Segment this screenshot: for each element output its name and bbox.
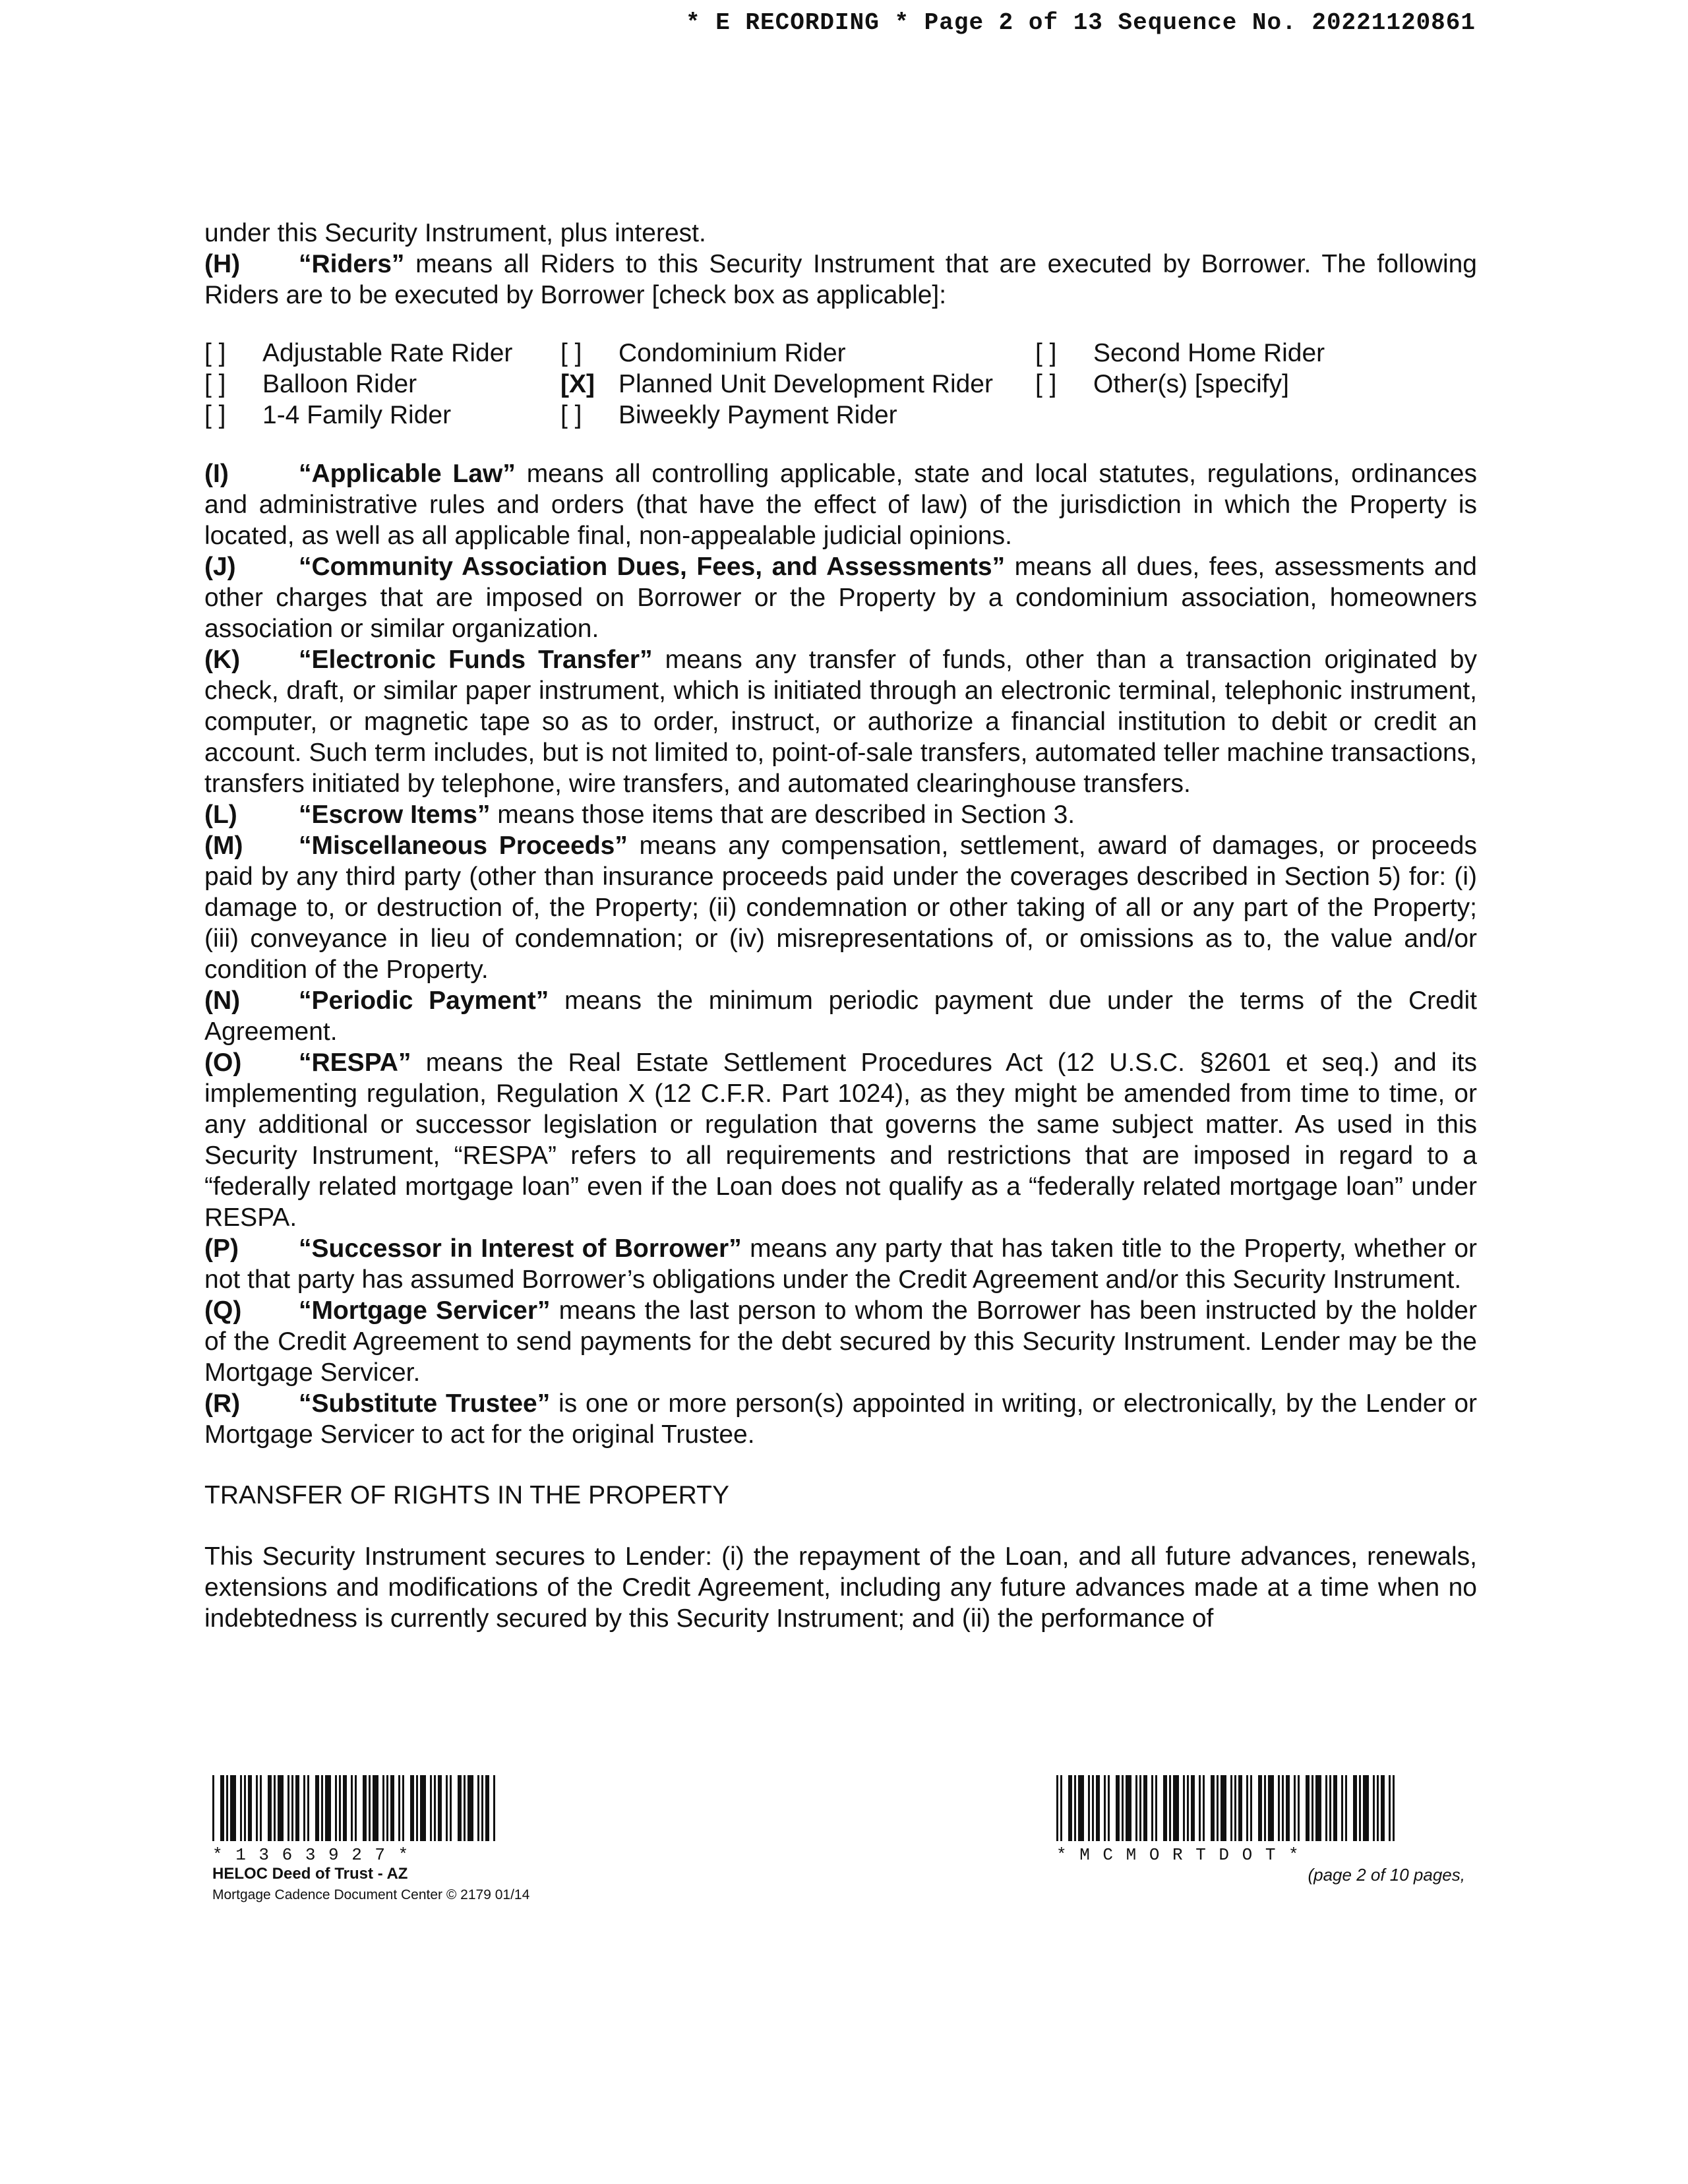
barcode-bar (1264, 1775, 1266, 1841)
barcode-bar (1306, 1775, 1310, 1841)
barcode-bar (335, 1775, 337, 1841)
rider-item (204, 400, 560, 431)
barcode-bar (485, 1775, 489, 1841)
rider-item (560, 369, 1035, 400)
checkbox-mark: [ ] (1035, 339, 1057, 367)
rider-item (204, 369, 560, 400)
rider-item (560, 400, 1035, 431)
barcode-bar (315, 1775, 319, 1841)
definition-text: means the minimum periodic payment due under the terms of the Credit Agreement. (204, 986, 1477, 1046)
barcode-bar (386, 1775, 388, 1841)
definition-item (204, 1388, 1477, 1450)
left-barcode-block (212, 1775, 555, 1903)
definition-text: means the Real Estate Settlement Procedures Act (12 U.S.C. §2601 et seq.) and its implementing regulation, Regulation X (12 C.F.R. Part 1024), as they might be amended from time to time, or any additional or successor legislation or regulation that governs the same subject matter. As used in this Security Instrument, “RESPA” refers to all requirements and restrictions that are imposed in regard to a “federally related mortgage loan” even if the Loan does not qualify as a “federally related mortgage loan” under RESPA. (204, 1048, 1477, 1232)
checkbox-mark: [ ] (204, 370, 226, 398)
document-body (204, 218, 1477, 1634)
barcode-bar (1238, 1775, 1242, 1841)
definition-text: means any compensation, settlement, award of damages, or proceeds paid by any third party (other than insurance proceeds paid under the coverages described in Section 5) for: (i) damage to, or destruction of, the Property; (ii) condemnation or other taking of all or any part of the Property; (iii) conveyance in lieu of condemnation; or (iv) misrepresentations of, or omissions as to, the value and/or condition of the Property. (204, 832, 1477, 984)
section-heading: TRANSFER OF RIGHTS IN THE PROPERTY (204, 1481, 729, 1509)
barcode-bar (1294, 1775, 1296, 1841)
barcode-bar (230, 1775, 236, 1841)
barcode-bar (390, 1775, 394, 1841)
barcode-bar (467, 1775, 473, 1841)
rider-label: Planned Unit Development Rider (618, 370, 993, 398)
barcode-bar (1393, 1775, 1395, 1841)
barcode-bar (307, 1775, 309, 1841)
definition-item (204, 799, 1477, 830)
checkbox-mark: [ ] (204, 339, 226, 367)
barcode-bar (1163, 1775, 1167, 1841)
barcode-bar (1353, 1775, 1357, 1841)
barcode-bar (1329, 1775, 1331, 1841)
barcode-bar (1246, 1775, 1248, 1841)
definition-label: (Q) (204, 1296, 242, 1325)
barcode-bar (1389, 1775, 1391, 1841)
barcode-bar (256, 1775, 258, 1841)
barcode-bar (434, 1775, 436, 1841)
barcode-bar (1381, 1775, 1385, 1841)
barcode-bar (1068, 1775, 1072, 1841)
definition-text: is one or more person(s) appointed in writing, or electronically, by the Lender or Mortgage Servicer to act for the original Trustee. (204, 1389, 1477, 1449)
rider-label: Condominium Rider (618, 339, 846, 367)
form-title: HELOC Deed of Trust - AZ (212, 1865, 408, 1883)
rider-label: Adjustable Rate Rider (262, 339, 513, 367)
definition-text: means all Riders to this Security Instrument that are executed by Borrower. The following Riders are to be executed by Borrower [check box as applicable]: (204, 250, 1477, 309)
barcode-bar (1217, 1775, 1219, 1841)
definition-label: (N) (204, 986, 241, 1015)
definition-label: (H) (204, 250, 241, 278)
barcode-bar (458, 1775, 462, 1841)
barcode-bar (481, 1775, 483, 1841)
barcode-bar (278, 1775, 284, 1841)
right-barcode (1056, 1775, 1465, 1841)
barcode-bar (1211, 1775, 1215, 1841)
barcode-bar (268, 1775, 272, 1841)
rider-item (204, 338, 560, 369)
form-source: Mortgage Cadence Document Center © 2179 01/14 (212, 1887, 530, 1902)
barcode-bar (382, 1775, 384, 1841)
barcode-bar (1122, 1775, 1124, 1841)
rider-label: Other(s) [specify] (1093, 370, 1289, 398)
recording-header: * E RECORDING * Page 2 of 13 Sequence No. 20221120861 (686, 9, 1476, 36)
barcode-bar (1104, 1775, 1106, 1841)
definitions-list (204, 458, 1477, 1450)
barcode-bar (1230, 1775, 1232, 1841)
barcode-bar (1345, 1775, 1347, 1841)
barcode-bar (1078, 1775, 1084, 1841)
barcode-bar (1341, 1775, 1343, 1841)
barcode-bar (244, 1775, 246, 1841)
barcode-bar (493, 1775, 495, 1841)
definition-label: (K) (204, 646, 241, 674)
barcode-bar (1088, 1775, 1090, 1841)
barcode-bar (321, 1775, 323, 1841)
definition-item (204, 985, 1477, 1047)
barcode-bar (1333, 1775, 1337, 1841)
barcode-bar (1191, 1775, 1195, 1841)
barcode-bar (363, 1775, 367, 1841)
barcode-bar (410, 1775, 414, 1841)
barcode-bar (438, 1775, 442, 1841)
barcode-bar (1169, 1775, 1171, 1841)
right-barcode-text: * M C M O R T D O T * (1056, 1845, 1300, 1865)
barcode-bar (295, 1775, 299, 1841)
barcode-bar (402, 1775, 404, 1841)
rider-item (1035, 400, 1365, 431)
checkbox-mark (1035, 400, 1093, 431)
definition-label: (L) (204, 801, 237, 829)
barcode-bar (212, 1775, 214, 1841)
barcode-bar (1359, 1775, 1361, 1841)
barcode-bar (343, 1775, 347, 1841)
riders-checklist (204, 338, 1477, 431)
definition-label: (M) (204, 832, 243, 860)
checkbox-mark: [ ] (1035, 370, 1057, 398)
barcode-bar (1092, 1775, 1094, 1841)
rider-label: Biweekly Payment Rider (618, 401, 897, 429)
definition-text: means any transfer of funds, other than a transaction originated by check, draft, or similar paper instrument, which is initiated through an electronic terminal, telephonic instrument, computer, or magnetic tape so as to order, instruct, or authorize a financial institution to debit or credit an account. Such term includes, but is not limited to, point-of-sale transfers, automated teller machine transactions, transfers initiated by telephone, wire transfers, and automated clearinghouse transfers. (204, 646, 1477, 798)
definition-term: “RESPA” (299, 1048, 411, 1077)
barcode-bar (1126, 1775, 1131, 1841)
definition-label: (I) (204, 460, 229, 488)
barcode-bar (1315, 1775, 1321, 1841)
barcode-bar (287, 1775, 289, 1841)
barcode-bar (1278, 1775, 1280, 1841)
rider-item (1035, 338, 1365, 369)
barcode-bar (260, 1775, 262, 1841)
barcode-bar (248, 1775, 252, 1841)
barcode-bar (325, 1775, 331, 1841)
definition-term: “Escrow Items” (299, 801, 491, 829)
barcode-bar (1250, 1775, 1252, 1841)
definition-label: (P) (204, 1234, 239, 1263)
definition-term: “Periodic Payment” (299, 986, 549, 1015)
definition-term: “Electronic Funds Transfer” (299, 646, 653, 674)
barcode-bar (1373, 1775, 1375, 1841)
barcode-bar (1221, 1775, 1226, 1841)
rider-label: Second Home Rider (1093, 339, 1325, 367)
barcode-bar (1187, 1775, 1189, 1841)
barcode-bar (416, 1775, 418, 1841)
checkbox-mark: [X] (560, 370, 595, 398)
definition-term: “Mortgage Servicer” (299, 1296, 551, 1325)
barcode-bar (1377, 1775, 1379, 1841)
definition-term: “Riders” (299, 250, 405, 278)
barcode-bar (1116, 1775, 1120, 1841)
barcode-bar (1056, 1775, 1058, 1841)
barcode-bar (430, 1775, 432, 1841)
barcode-bar (1199, 1775, 1201, 1841)
rider-item (1035, 369, 1365, 400)
definition-label: (O) (204, 1048, 242, 1077)
barcode-bar (398, 1775, 400, 1841)
rider-label: 1-4 Family Rider (262, 401, 452, 429)
right-barcode-block (1056, 1775, 1465, 1885)
barcode-bar (240, 1775, 242, 1841)
definition-text: means those items that are described in Section 3. (490, 801, 1075, 829)
barcode-bar (1203, 1775, 1205, 1841)
barcode-bar (1298, 1775, 1300, 1841)
barcode-bar (1268, 1775, 1274, 1841)
barcode-bar (464, 1775, 466, 1841)
barcode-bar (274, 1775, 276, 1841)
barcode-bar (1325, 1775, 1327, 1841)
definition-item (204, 1233, 1477, 1295)
rider-label: Balloon Rider (262, 370, 417, 398)
barcode-bar (446, 1775, 448, 1841)
barcode-bar (1234, 1775, 1236, 1841)
barcode-bar (477, 1775, 479, 1841)
definition-item (204, 1047, 1477, 1233)
definition-item (204, 830, 1477, 985)
definition-label: (J) (204, 553, 236, 581)
definition-term: “Successor in Interest of Borrower” (299, 1234, 742, 1263)
definition-term: “Substitute Trustee” (299, 1389, 551, 1418)
definition-term: “Miscellaneous Proceeds” (299, 832, 628, 860)
barcode-bar (1151, 1775, 1153, 1841)
left-barcode-text: * 1 3 6 3 9 2 7 * (212, 1845, 410, 1865)
barcode-bar (1135, 1775, 1137, 1841)
barcode-bar (1108, 1775, 1110, 1841)
definition-label: (R) (204, 1389, 241, 1418)
barcode-bar (1139, 1775, 1141, 1841)
definition-item (204, 1295, 1477, 1388)
barcode-bar (1143, 1775, 1147, 1841)
barcode-bar (450, 1775, 452, 1841)
barcode-bar (1282, 1775, 1284, 1841)
barcode-bar (355, 1775, 357, 1841)
barcode-bar (420, 1775, 426, 1841)
definition-term: “Applicable Law” (299, 460, 516, 488)
left-barcode (212, 1775, 555, 1841)
definition-text: means all dues, fees, assessments and other charges that are imposed on Borrower or the Property by a condominium association, homeowners association or similar organization. (204, 553, 1477, 643)
checkbox-mark: [ ] (560, 401, 582, 429)
barcode-bar (1074, 1775, 1076, 1841)
barcode-bar (291, 1775, 293, 1841)
definition-riders (204, 249, 1477, 311)
checkbox-mark: [ ] (204, 401, 226, 429)
barcode-bar (1155, 1775, 1157, 1841)
barcode-bar (1173, 1775, 1179, 1841)
barcode-bar (369, 1775, 371, 1841)
barcode-bar (1258, 1775, 1262, 1841)
definition-text: means all controlling applicable, state and local statutes, regulations, ordinances and administrative rules and orders (that have the effect of law) of the jurisdiction in which the Property is located, as well as all applicable final, non-appealable judicial opinions. (204, 460, 1477, 550)
barcode-bar (303, 1775, 305, 1841)
barcode-bar (1286, 1775, 1290, 1841)
barcode-bar (373, 1775, 378, 1841)
barcode-bar (1311, 1775, 1313, 1841)
rider-item (560, 338, 1035, 369)
definition-term: “Community Association Dues, Fees, and Assessments” (299, 553, 1006, 581)
barcode-bar (1060, 1775, 1062, 1841)
transfer-paragraph: This Security Instrument secures to Lender: (i) the repayment of the Loan, and all future advances, renewals, extensions and modifications of the Credit Agreement, including any future advances made at a time when no indebtedness is currently secured by this Security Instrument; and (ii) the performance of (204, 1542, 1477, 1633)
checkbox-mark: [ ] (560, 339, 582, 367)
barcode-bar (1096, 1775, 1100, 1841)
barcode-bar (1183, 1775, 1185, 1841)
definition-item (204, 458, 1477, 551)
definition-text: means the last person to whom the Borrower has been instructed by the holder of the Credit Agreement to send payments for the debt secured by this Security Instrument. Lender may be the Mortgage Servicer. (204, 1296, 1477, 1387)
definition-item (204, 551, 1477, 644)
intro-line: under this Security Instrument, plus interest. (204, 219, 706, 247)
definition-text: means any party that has taken title to the Property, whether or not that party has assumed Borrower’s obligations under the Credit Agreement and/or this Security Instrument. (204, 1234, 1477, 1294)
barcode-bar (1363, 1775, 1369, 1841)
barcode-bar (339, 1775, 341, 1841)
definition-item (204, 644, 1477, 799)
barcode-bar (351, 1775, 353, 1841)
barcode-bar (226, 1775, 228, 1841)
barcode-bar (220, 1775, 224, 1841)
page-note: (page 2 of 10 pages, (1308, 1865, 1465, 1885)
